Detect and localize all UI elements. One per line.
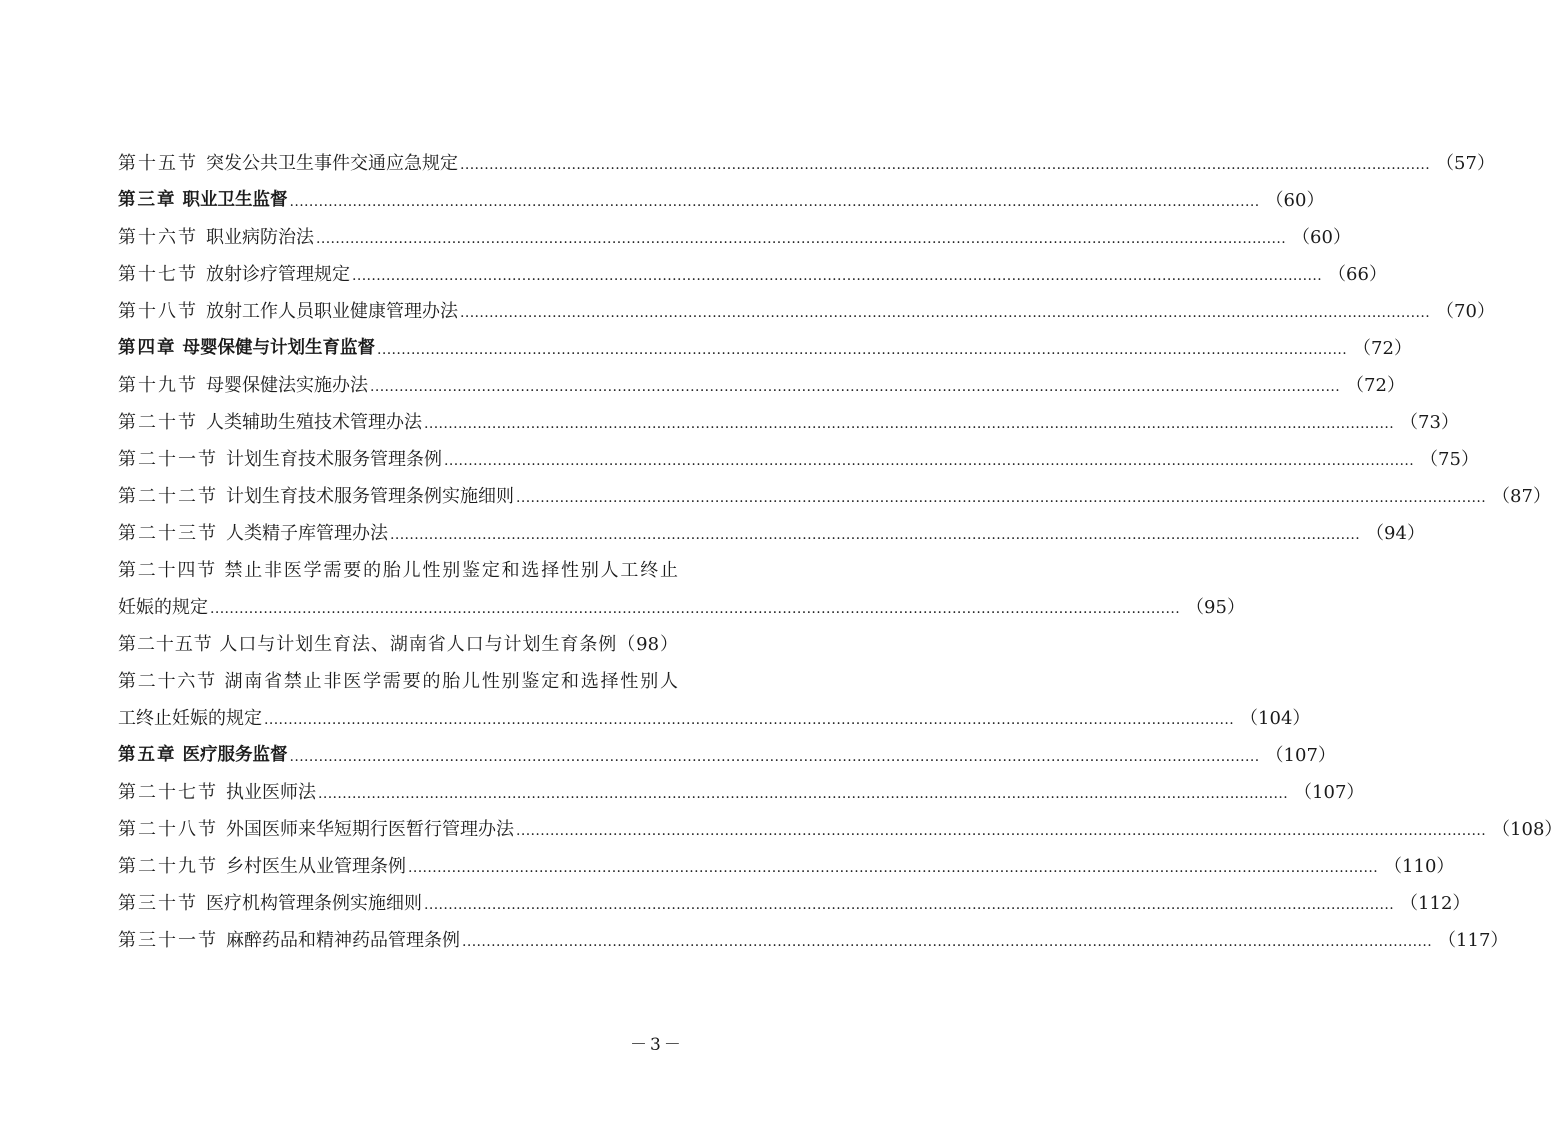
toc-chapter-title: 母婴保健与计划生育监督 — [182, 338, 375, 358]
toc-page-number: （73） — [1400, 411, 1459, 433]
toc-entry — [118, 291, 1495, 328]
toc-entry-title: 计划生育技术服务管理条例实施细则 — [226, 485, 514, 507]
toc-entry-title: 计划生育技术服务管理条例 — [226, 448, 442, 470]
toc-page-number: （72） — [1346, 374, 1405, 396]
toc-section-number: 第二十二节 — [118, 485, 218, 507]
toc-entry-title: 突发公共卫生事件交通应急规定 — [206, 152, 458, 174]
dot-leader: ........................................................................................................................................................................................................ — [318, 785, 1289, 802]
toc-page-number: （87） — [1492, 485, 1551, 507]
toc-section-number: 第十七节 — [118, 263, 198, 285]
toc-section-number: 第二十三节 — [118, 522, 218, 544]
toc-chapter-entry — [118, 180, 1325, 217]
toc-entry-text: 第二十四节 禁止非医学需要的胎儿性别鉴定和选择性别人工终止 — [118, 559, 678, 581]
toc-page-number: （112） — [1400, 892, 1471, 914]
toc-section-number: 第二十九节 — [118, 855, 218, 877]
dot-leader: ........................................................................................................................................................................................................ — [444, 452, 1415, 469]
dot-leader: ........................................................................................................................................................................................................ — [289, 748, 1260, 765]
toc-entry — [118, 624, 678, 661]
toc-page-number: （110） — [1384, 855, 1455, 877]
toc-entry — [118, 883, 1471, 920]
toc-entry — [118, 402, 1459, 439]
dot-leader: ........................................................................................................................................................................................................ — [516, 489, 1487, 506]
dot-leader: ........................................................................................................................................................................................................ — [424, 896, 1395, 913]
toc-section-number: 第十五节 — [118, 152, 198, 174]
toc-entry — [118, 809, 1562, 846]
toc-chapter-title: 医疗服务监督 — [182, 745, 288, 765]
toc-page-number: （72） — [1353, 337, 1412, 359]
toc-page-number: （70） — [1436, 300, 1495, 322]
toc-section-number: 第十八节 — [118, 300, 198, 322]
toc-page-number: （108） — [1492, 818, 1562, 840]
toc-chapter-number: 第四章 — [118, 338, 177, 358]
dot-leader: ........................................................................................................................................................................................................ — [460, 304, 1431, 321]
toc-chapter-number: 第三章 — [118, 190, 177, 210]
toc-entry-wrapped-line1 — [118, 661, 678, 698]
toc-entry-title: 乡村医生从业管理条例 — [226, 855, 406, 877]
toc-page-number: （57） — [1436, 152, 1495, 174]
dot-leader: ........................................................................................................................................................................................................ — [210, 600, 1181, 617]
dot-leader: ........................................................................................................................................................................................................ — [462, 933, 1433, 950]
toc-page-number: （60） — [1265, 189, 1325, 211]
toc-entry-text: 第二十五节 人口与计划生育法、湖南省人口与计划生育条例（98） — [118, 633, 678, 655]
dot-leader: ........................................................................................................................................................................................................ — [408, 859, 1379, 876]
dot-leader: ........................................................................................................................................................................................................ — [316, 230, 1287, 247]
dot-leader: ........................................................................................................................................................................................................ — [516, 822, 1487, 839]
dot-leader: ........................................................................................................................................................................................................ — [390, 526, 1361, 543]
toc-page-number: （94） — [1366, 522, 1425, 544]
page-number: －3－ — [630, 1035, 684, 1055]
toc-entry-title: 人类精子库管理办法 — [226, 522, 388, 544]
toc-entry-title: 医疗机构管理条例实施细则 — [206, 892, 422, 914]
toc-chapter-entry — [118, 735, 1336, 772]
dot-leader: ........................................................................................................................................................................................................ — [289, 193, 1260, 210]
toc-entry-title: 放射诊疗管理规定 — [206, 263, 350, 285]
dot-leader: ........................................................................................................................................................................................................ — [377, 341, 1348, 358]
dot-leader: ........................................................................................................................................................................................................ — [352, 267, 1323, 284]
toc-entry — [118, 143, 1495, 180]
toc-entry-wrapped-line1 — [118, 550, 678, 587]
table-of-contents — [118, 143, 1562, 957]
toc-entry-title: 工终止妊娠的规定 — [118, 707, 262, 729]
dot-leader: ........................................................................................................................................................................................................ — [460, 156, 1431, 173]
toc-section-number: 第二十八节 — [118, 818, 218, 840]
toc-entry-title: 执业医师法 — [226, 781, 316, 803]
toc-entry — [118, 365, 1405, 402]
toc-section-number: 第三十一节 — [118, 929, 218, 951]
toc-page-number: （117） — [1438, 929, 1509, 951]
toc-entry — [118, 846, 1455, 883]
toc-entry-wrapped-line2 — [118, 698, 1311, 735]
toc-entry — [118, 439, 1479, 476]
toc-chapter-entry — [118, 328, 1412, 365]
toc-section-number: 第二十七节 — [118, 781, 218, 803]
toc-entry-title: 放射工作人员职业健康管理办法 — [206, 300, 458, 322]
toc-entry-title: 外国医师来华短期行医暂行管理办法 — [226, 818, 514, 840]
toc-page-number: （107） — [1294, 781, 1365, 803]
toc-entry-text: 第二十六节 湖南省禁止非医学需要的胎儿性别鉴定和选择性别人 — [118, 670, 678, 692]
toc-section-number: 第三十节 — [118, 892, 198, 914]
toc-section-number: 第二十节 — [118, 411, 198, 433]
toc-entry — [118, 217, 1351, 254]
toc-entry — [118, 772, 1365, 809]
dot-leader: ........................................................................................................................................................................................................ — [370, 378, 1341, 395]
toc-page-number: （60） — [1292, 226, 1351, 248]
toc-section-number: 第二十一节 — [118, 448, 218, 470]
toc-entry-title: 人类辅助生殖技术管理办法 — [206, 411, 422, 433]
toc-entry-title: 妊娠的规定 — [118, 596, 208, 618]
dot-leader: ........................................................................................................................................................................................................ — [264, 711, 1235, 728]
toc-page-number: （104） — [1240, 707, 1311, 729]
toc-chapter-title: 职业卫生监督 — [182, 190, 288, 210]
toc-section-number: 第十六节 — [118, 226, 198, 248]
toc-entry — [118, 920, 1509, 957]
toc-page-number: （66） — [1328, 263, 1387, 285]
toc-entry-title: 母婴保健法实施办法 — [206, 374, 368, 396]
toc-section-number: 第十九节 — [118, 374, 198, 396]
toc-chapter-number: 第五章 — [118, 745, 177, 765]
toc-page-number: （107） — [1265, 744, 1336, 766]
dot-leader: ........................................................................................................................................................................................................ — [424, 415, 1395, 432]
toc-entry-title: 麻醉药品和精神药品管理条例 — [226, 929, 460, 951]
toc-page-number: （75） — [1420, 448, 1479, 470]
toc-entry — [118, 254, 1387, 291]
toc-entry-title: 职业病防治法 — [206, 226, 314, 248]
toc-entry — [118, 513, 1425, 550]
toc-entry — [118, 476, 1551, 513]
toc-page-number: （95） — [1186, 596, 1245, 618]
toc-entry-wrapped-line2 — [118, 587, 1245, 624]
